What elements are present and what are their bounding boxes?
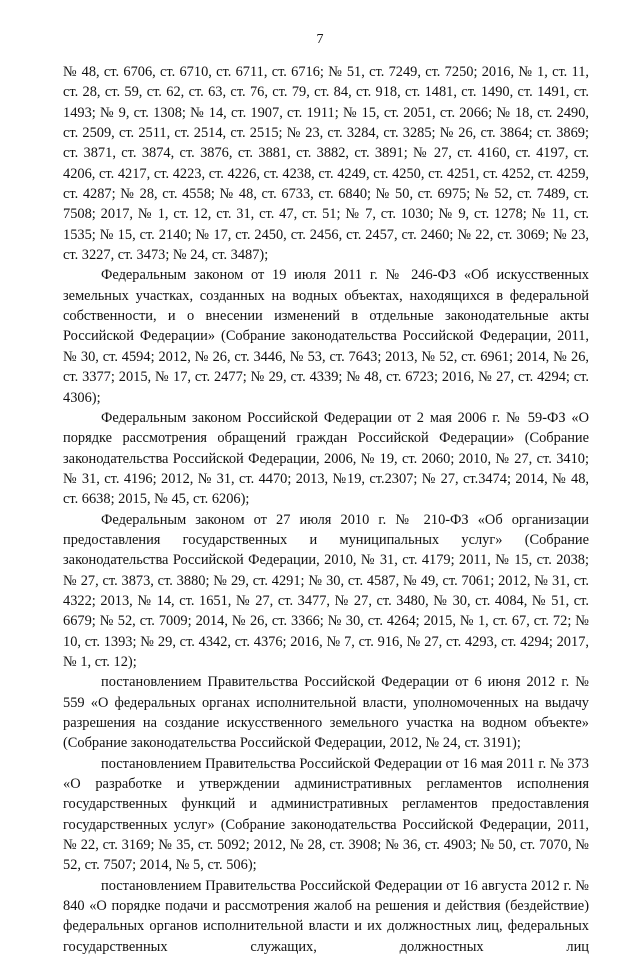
paragraph-federal-law-246: Федеральным законом от 19 июля 2011 г. № 246-ФЗ «Об искусственных земельных участках, созданных на водных объектах, находящихся в федеральной собственности, и о внесении изменений в отдельные законодательные акты Российской Федерации» (Собрание законодательства Российской Федерации, 2011, № 30, ст. 4594; 2012, № 26, ст. 3446, № 53, ст. 7643; 2013, № 52, ст. 6961; 2014, № 26, ст. 3377; 2015, № 17, ст. 2477; № 29, ст. 4339; № 48, ст. 6723; 2016, № 27, ст. 4294; ст. 4306); (63, 267, 589, 406)
body-text (63, 62, 589, 957)
paragraph-decree-373: постановлением Правительства Российской Федерации от 16 мая 2011 г. № 373 «О разработке и утверждении административных регламентов исполнения государственных функций и административных регламентов предоставления государственных услуг» (Собрание законодательства Российской Федерации, 2011, № 22, ст. 3169; № 35, ст. 5092; 2012, № 28, ст. 3908; № 36, ст. 4903; № 50, ст. 7070, № 52, ст. 7507; 2014, № 5, ст. 506); (63, 755, 589, 874)
page-number: 7 (316, 32, 324, 47)
paragraph-citation-continuation: № 48, ст. 6706, ст. 6710, ст. 6711, ст. 6716; № 51, ст. 7249, ст. 7250; 2016, № 1, ст. 11, ст. 28, ст. 59, ст. 62, ст. 63, ст. 76, ст. 79, ст. 84, ст. 918, ст. 1481, ст. 1490, ст. 1491, ст. 1493; № 9, ст. 1308; № 14, ст. 1907, ст. 1911; № 15, ст. 2051, ст. 2066; № 18, ст. 2490, ст. 2509, ст. 2511, ст. 2514, ст. 2515; № 23, ст. 3284, ст. 3285; № 26, ст. 3864; ст. 3869; ст. 3871, ст. 3874, ст. 3876, ст. 3881, ст. 3882, ст. 3891; № 27, ст. 4160, ст. 4197, ст. 4206, ст. 4217, ст. 4223, ст. 4226, ст. 4238, ст. 4249, ст. 4250, ст. 4251, ст. 4252, ст. 4259, ст. 4287; № 28, ст. 4558; № 48, ст. 6733, ст. 6840; № 50, ст. 6975; № 52, ст. 7489, ст. 7508; 2017, № 1, ст. 12, ст. 31, ст. 47, ст. 51; № 7, ст. 1030; № 9, ст. 1278; № 11, ст. 1535; № 15, ст. 2140; № 17, ст. 2450, ст. 2456, ст. 2457, ст. 2460; № 22, ст. 3069; № 23, ст. 3227, ст. 3473; № 24, ст. 3487); (63, 64, 589, 264)
paragraph-decree-840: постановлением Правительства Российской Федерации от 16 августа 2012 г. № 840 «О порядке подачи и рассмотрения жалоб на решения и действия (бездействие) федеральных органов исполнительной власти и их должностных лиц, федеральных государственных служащих, должностных лиц (63, 877, 589, 955)
paragraph-federal-law-210: Федеральным законом от 27 июля 2010 г. № 210-ФЗ «Об организации предоставления государственных и муниципальных услуг» (Собрание законодательства Российской Федерации, 2010, № 31, ст. 4179; 2011, № 15, ст. 2038; № 27, ст. 3873, ст. 3880; № 29, ст. 4291; № 30, ст. 4587, № 49, ст. 7061; 2012, № 31, ст. 4322; 2013, № 14, ст. 1651, № 27, ст. 3477, № 27, ст. 3480, № 30, ст. 4084, № 51, ст. 6679; № 52, ст. 7009; 2014, № 26, ст. 3366; № 30, ст. 4264; 2015, № 1, ст. 67, ст. 72; № 10, ст. 1393; № 29, ст. 4342, ст. 4376; 2016, № 7, ст. 916, № 27, ст. 4293, ст. 4294; 2017, № 1, ст. 12); (63, 511, 589, 670)
paragraph-decree-559: постановлением Правительства Российской Федерации от 6 июня 2012 г. № 559 «О федеральных органах исполнительной власти, уполномоченных на выдачу разрешения на создание искусственного земельного участка на водном объекте» (Собрание законодательства Российской Федерации, 2012, № 24, ст. 3191); (63, 674, 589, 752)
paragraph-federal-law-59: Федеральным законом Российской Федерации от 2 мая 2006 г. № 59-ФЗ «О порядке рассмотрения обращений граждан Российской Федерации» (Собрание законодательства Российской Федерации, 2006, № 19, ст. 2060; 2010, № 27, ст. 3410; № 31, ст. 4196; 2012, № 31, ст. 4470; 2013, №19, ст.2307; № 27, ст.3474; 2014, № 48, ст. 6638; 2015, № 45, ст. 6206); (63, 409, 589, 508)
